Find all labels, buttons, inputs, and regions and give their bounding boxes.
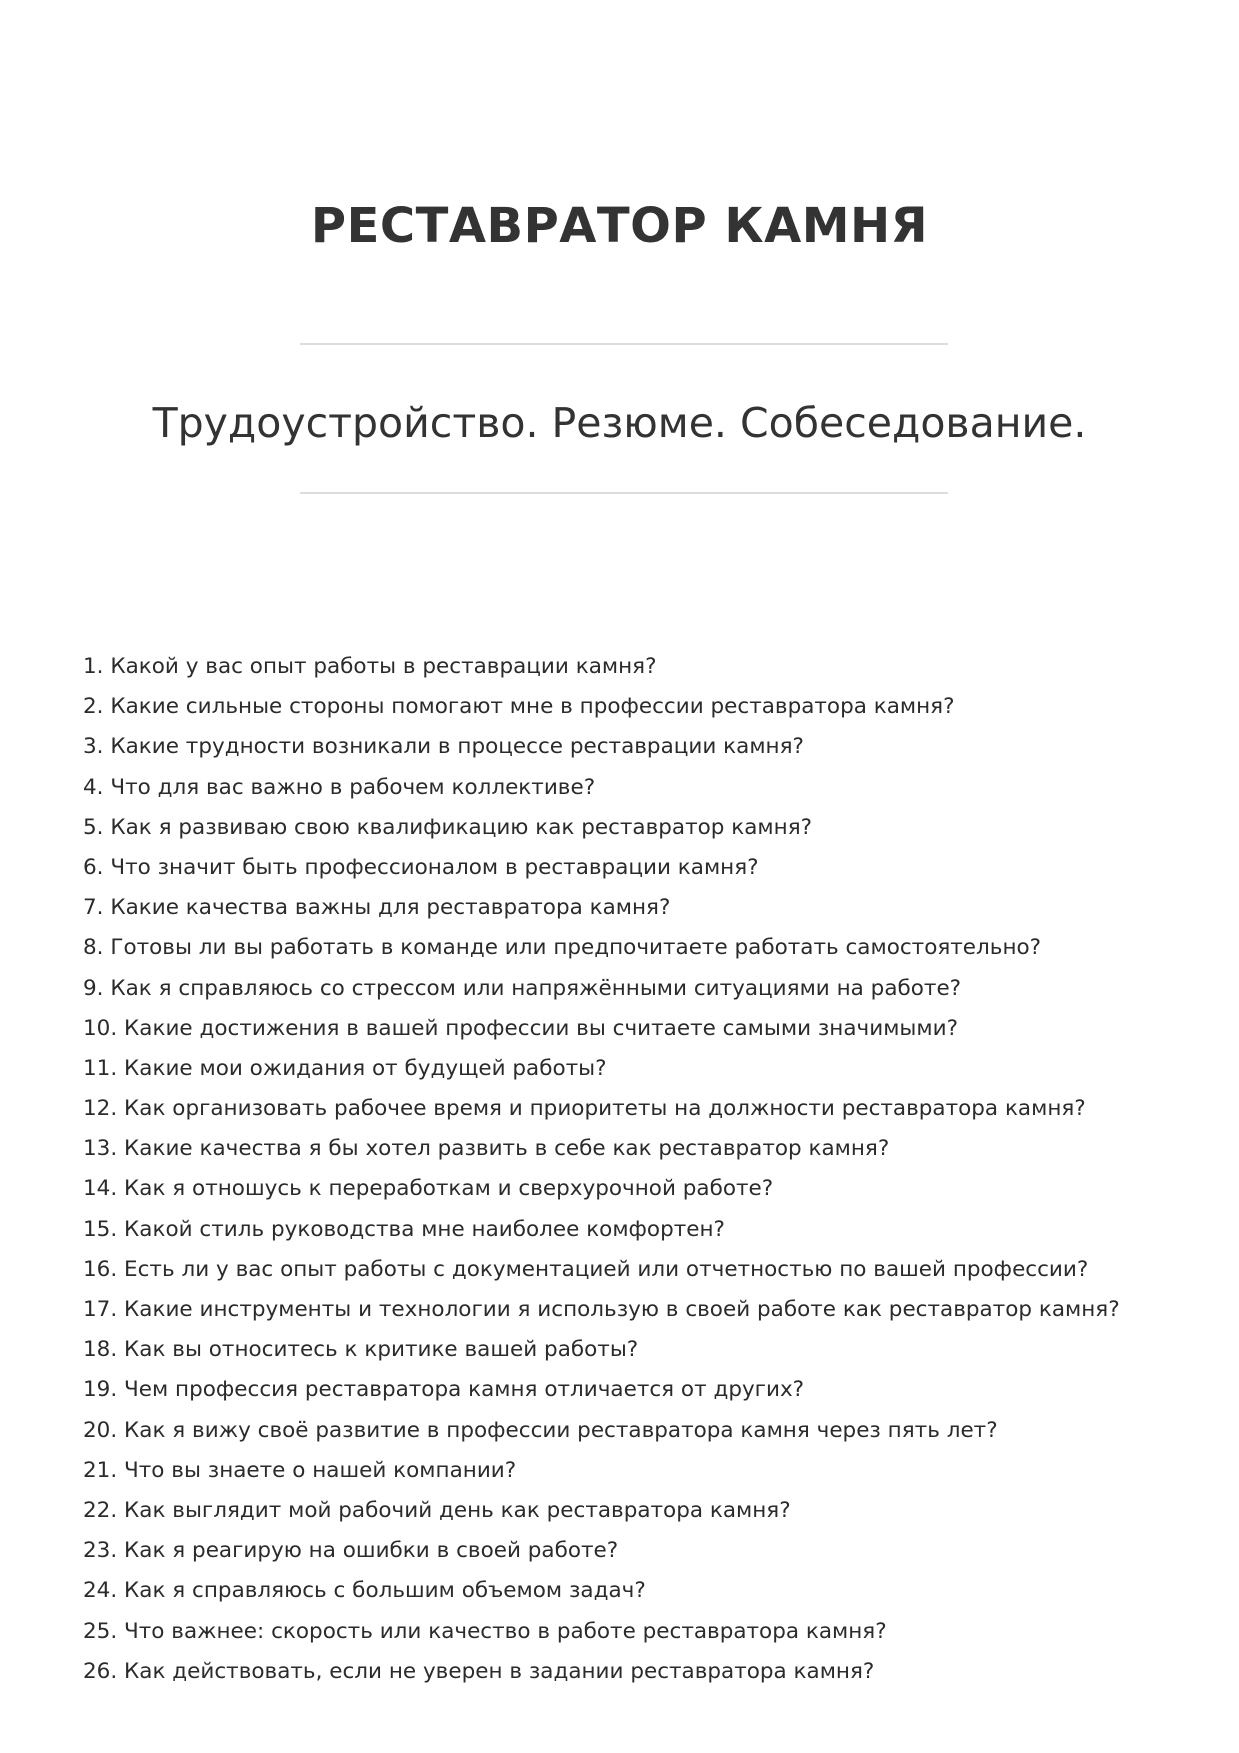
question-list bbox=[83, 647, 1203, 1692]
question-item: 13. Какие качества я бы хотел развить в себе как реставратор камня? bbox=[83, 1136, 890, 1162]
page-title: РЕСТАВРАТОР КАМНЯ bbox=[310, 198, 929, 254]
question-item: 21. Что вы знаете о нашей компании? bbox=[83, 1457, 517, 1483]
question-item: 1. Какой у вас опыт работы в реставрации камня? bbox=[83, 654, 657, 679]
question-item: 22. Как выглядит мой рабочий день как реставратора камня? bbox=[83, 1497, 791, 1523]
question-item: 3. Какие трудности возникали в процессе реставрации камня? bbox=[83, 734, 804, 760]
question-item: 14. Как я отношусь к переработкам и сверхурочной работе? bbox=[83, 1176, 774, 1202]
question-item: 2. Какие сильные стороны помогают мне в профессии реставратора камня? bbox=[83, 694, 955, 720]
question-item: 23. Как я реагирую на ошибки в своей работе? bbox=[83, 1538, 619, 1564]
top-divider bbox=[300, 343, 948, 345]
question-item: 8. Готовы ли вы работать в команде или предпочитаете работать самостоятельно? bbox=[83, 935, 1042, 961]
question-item: 6. Что значит быть профессионалом в реставрации камня? bbox=[83, 854, 759, 880]
question-item: 15. Какой стиль руководства мне наиболее комфортен? bbox=[83, 1216, 725, 1242]
question-item: 17. Какие инструменты и технологии я использую в своей работе как реставратор камня? bbox=[83, 1297, 1120, 1322]
question-item: 25. Что важнее: скорость или качество в работе реставратора камня? bbox=[83, 1618, 887, 1644]
question-item: 12. Как организовать рабочее время и приоритеты на должности реставратора камня? bbox=[83, 1096, 1086, 1122]
question-item: 9. Как я справляюсь со стрессом или напряжёнными ситуациями на работе? bbox=[83, 975, 962, 1001]
page-subtitle: Трудоустройство. Резюме. Собеседование. bbox=[152, 399, 1087, 447]
question-item: 7. Какие качества важны для реставратора камня? bbox=[83, 895, 671, 921]
question-item: 19. Чем профессия реставратора камня отличается от других? bbox=[83, 1377, 805, 1403]
question-item: 18. Как вы относитесь к критике вашей работы? bbox=[83, 1337, 639, 1363]
question-item: 10. Какие достижения в вашей профессии вы считаете самыми значимыми? bbox=[83, 1015, 959, 1041]
question-item: 11. Какие мои ожидания от будущей работы? bbox=[83, 1055, 607, 1081]
question-item: 26. Как действовать, если не уверен в задании реставратора камня? bbox=[83, 1658, 875, 1684]
question-item: 20. Как я вижу своё развитие в профессии реставратора камня через пять лет? bbox=[83, 1417, 998, 1443]
question-item: 24. Как я справляюсь с большим объемом задач? bbox=[83, 1578, 646, 1604]
question-item: 4. Что для вас важно в рабочем коллективе? bbox=[83, 774, 596, 800]
question-item: 16. Есть ли у вас опыт работы с документацией или отчетностью по вашей профессии? bbox=[83, 1256, 1089, 1282]
question-item: 5. Как я развиваю свою квалификацию как реставратор камня? bbox=[83, 814, 813, 840]
bottom-divider bbox=[300, 492, 948, 494]
